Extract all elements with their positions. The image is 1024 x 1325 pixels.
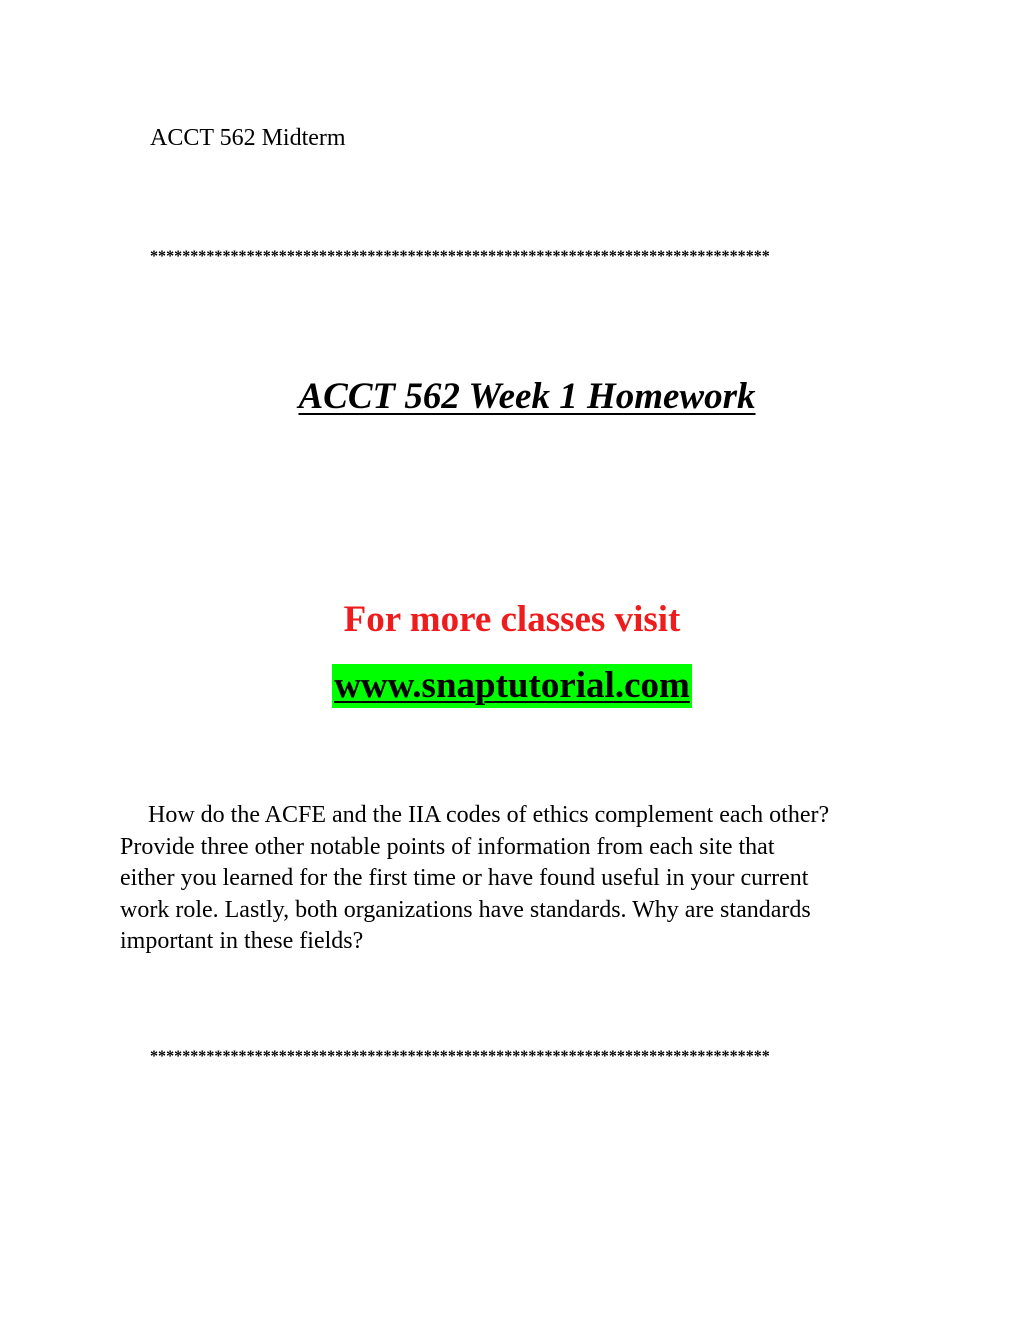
- promo-text: For more classes visit: [343, 599, 681, 640]
- promo-link-container: [0, 664, 1024, 708]
- document-header: ACCT 562 Midterm: [150, 125, 346, 151]
- question-paragraph: [120, 800, 930, 958]
- promo-link[interactable]: www.snaptutorial.com: [334, 665, 690, 706]
- question-line: work role. Lastly, both organizations have standards. Why are standards: [120, 896, 811, 923]
- question-line: important in these fields?: [120, 928, 364, 954]
- separator-top: *****************************************************************************: [150, 248, 770, 265]
- question-line: Provide three other notable points of information from each site that: [120, 833, 775, 860]
- page-title: ACCT 562 Week 1 Homework: [298, 376, 756, 417]
- separator-bottom: *****************************************************************************: [150, 1048, 770, 1065]
- question-line: either you learned for the first time or have found useful in your current: [120, 865, 809, 891]
- question-line: How do the ACFE and the IIA codes of ethics complement each other?: [148, 802, 830, 828]
